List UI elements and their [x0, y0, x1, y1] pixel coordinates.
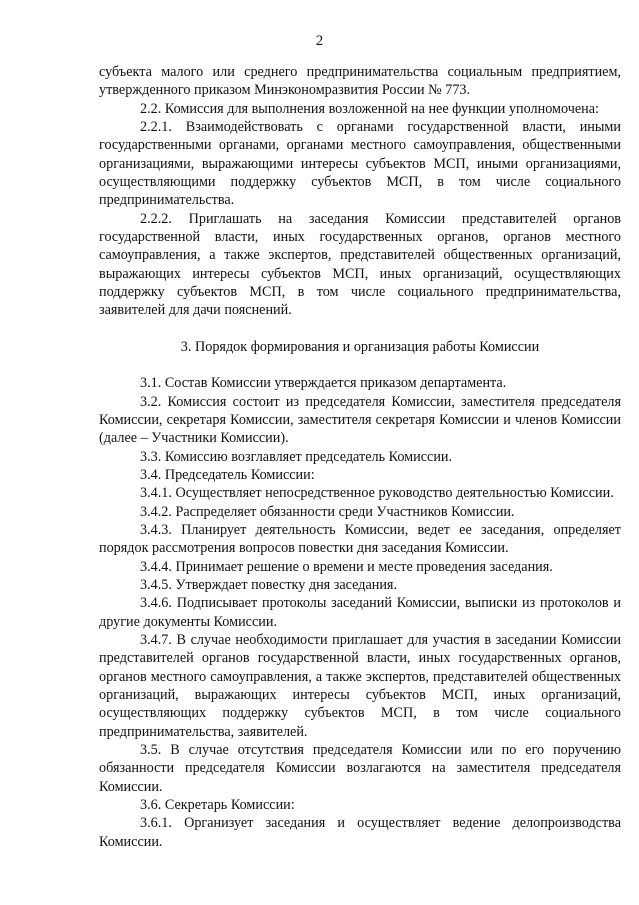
page-number: 2 [315, 33, 324, 49]
paragraph-2-2-2: 2.2.2. Приглашать на заседания Комиссии представителей органов государственной власти, иных государственных органов, органов местного самоуправления, а также экспертов, представителей общественных организаций, выражающих интересы субъектов МСП, иных организаций, осуществляющих поддержку субъектов МСП, в том числе социального предпринимательства, заявителей для дачи пояснений. [99, 210, 621, 319]
paragraph-3-6: 3.6. Секретарь Комиссии: [140, 797, 295, 814]
paragraph-continuation: субъекта малого или среднего предпринимательства социальным предприятием, утвержденного приказом Минэкономразвития России № 773. [99, 64, 621, 99]
paragraph-3-4-3: 3.4.3. Планирует деятельность Комиссии, ведет ее заседания, определяет порядок рассмотрения вопросов повестки дня заседания Комиссии. [99, 521, 621, 557]
paragraph-3-6-1: 3.6.1. Организует заседания и осуществляет ведение делопроизводства Комиссии. [99, 815, 621, 850]
paragraph-3-1: 3.1. Состав Комиссии утверждается приказом департамента. [140, 375, 507, 392]
paragraph-2-2: 2.2. Комиссия для выполнения возложенной на нее функции уполномочена: [140, 100, 599, 117]
paragraph-3-4-4: 3.4.4. Принимает решение о времени и месте проведения заседания. [140, 558, 553, 575]
paragraph-3-5: 3.5. В случае отсутствия председателя Комиссии или по его поручению обязанности председателя Комиссии возлагаются на заместителя председателя Комиссии. [99, 742, 621, 795]
paragraph-2-2-1: 2.2.1. Взаимодействовать с органами государственной власти, иными государственными органами, органами местного самоуправления, общественными организациями, выражающими интересы субъектов МСП, иными организациями, осуществляющими поддержку субъектов МСП, в том числе социального предпринимательства. [99, 119, 621, 209]
paragraph-3-4-6: 3.4.6. Подписывает протоколы заседаний Комиссии, выписки из протоколов и другие документы Комиссии. [99, 595, 621, 630]
paragraph-3-4: 3.4. Председатель Комиссии: [140, 466, 315, 483]
paragraph-3-4-2: 3.4.2. Распределяет обязанности среди Участников Комиссии. [140, 503, 515, 520]
paragraph-3-4-5: 3.4.5. Утверждает повестку дня заседания. [140, 576, 398, 593]
document-body [99, 63, 621, 851]
paragraph-3-4-1: 3.4.1. Осуществляет непосредственное руководство деятельностью Комиссии. [140, 485, 614, 502]
paragraph-3-3: 3.3. Комиссию возглавляет председатель Комиссии. [140, 448, 453, 465]
paragraph-3-4-7: 3.4.7. В случае необходимости приглашает для участия в заседании Комиссии представителей органов государственной власти, иных государственных органов, органов местного самоуправления, а также экспертов, представителей общественных организаций, выражающих интересы субъектов МСП, иных организаций, осуществляющих поддержку субъектов МСП, в том числе социального предпринимательства, заявителей. [99, 631, 621, 740]
paragraph-3-2: 3.2. Комиссия состоит из председателя Комиссии, заместителя председателя Комиссии, секретаря Комиссии, заместителя секретаря Комиссии и членов Комиссии (далее – Участники Комиссии). [99, 393, 621, 447]
section-heading: 3. Порядок формирования и организация работы Комиссии [180, 338, 540, 355]
